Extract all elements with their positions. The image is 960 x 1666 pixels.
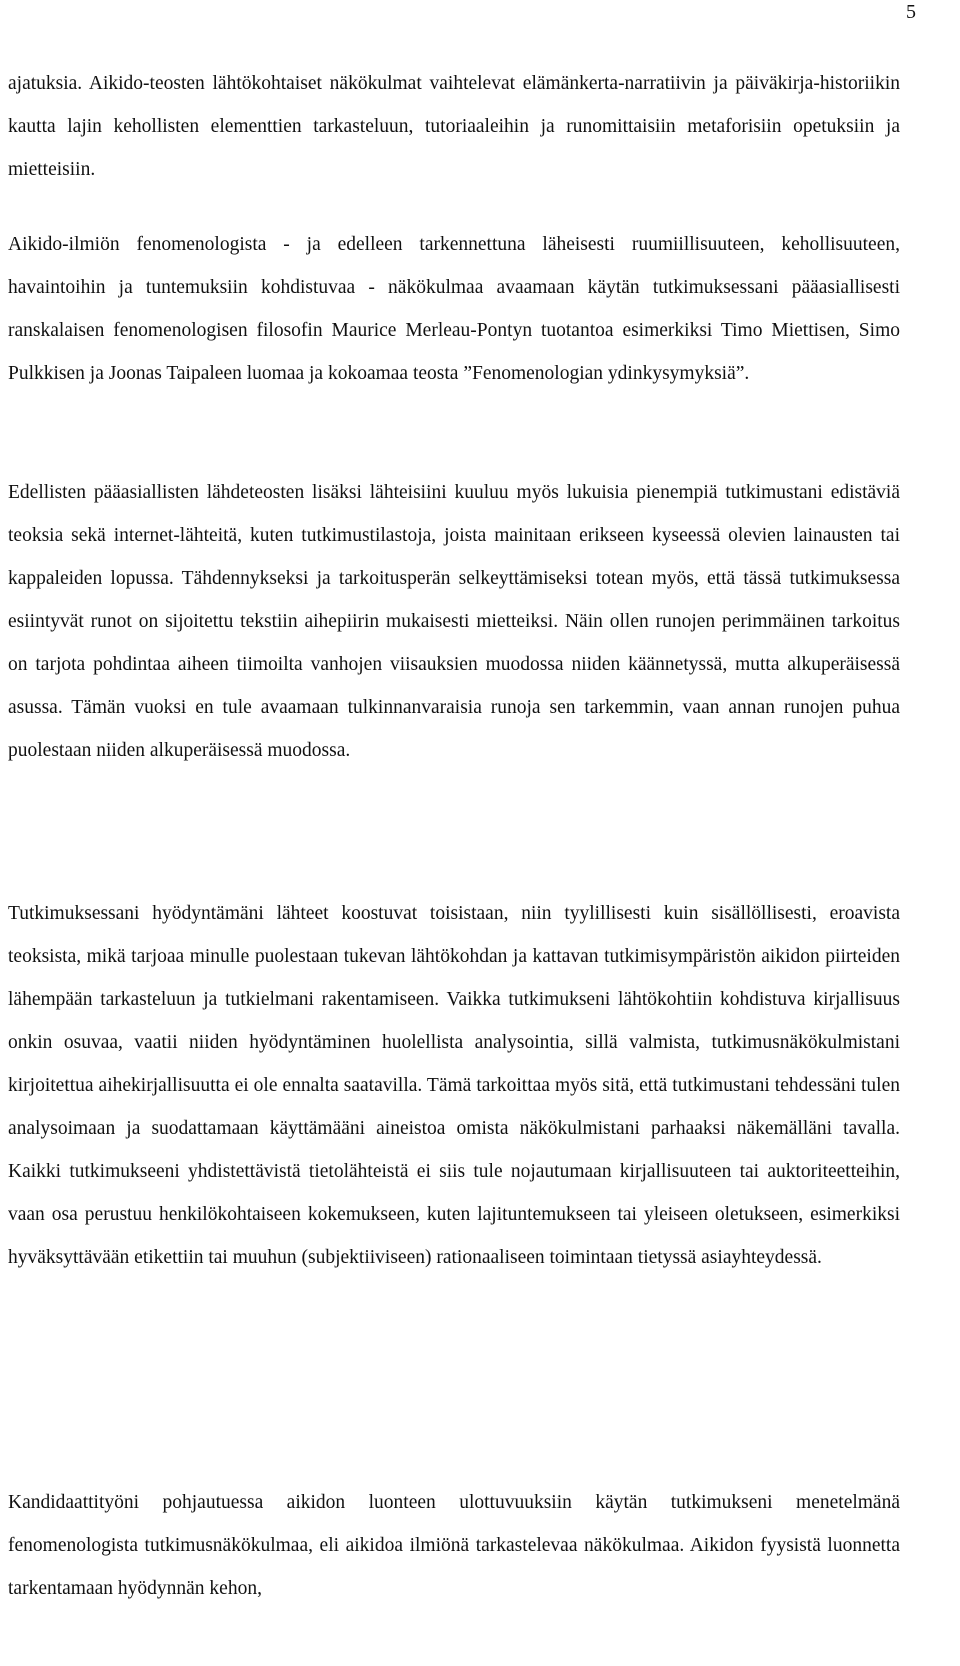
paragraph-5: Kandidaattityöni pohjautuessa aikidon luonteen ulottuvuuksiin käytän tutkimukseni menetelmänä fenomenologista tutkimusnäkökulmaa, eli aikidoa ilmiönä tarkastelevaa näkökulmaa. Aikidon fyysistä luonnetta tarkentamaan hyödynnän kehon, — [8, 1492, 900, 1599]
page-number: 5 — [906, 1, 916, 23]
paragraph-4: Tutkimuksessani hyödyntämäni lähteet koostuvat toisistaan, niin tyylillisesti kuin sisällöllisesti, eroavista teoksista, mikä tarjoaa minulle puolestaan tukevan lähtökohdan ja kattavan tutkimisympäristön aikidon piirteiden lähempään tarkasteluun ja tutkielmani rakentamiseen. Vaikka tutkimukseni lähtökohtiin kohdistuva kirjallisuus onkin osuvaa, vaatii niiden hyödyntäminen huolellista analysointia, sillä valmista, tutkimusnäkökulmistani kirjoitettua aihekirjallisuutta ei ole ennalta saatavilla. Tämä tarkoittaa myös sitä, että tutkimustani tehdessäni tulen analysoimaan ja suodattamaan käyttämääni aineistoa omista näkökulmistani parhaaksi näkemälläni tavalla. Kaikki tutkimukseeni yhdistettävistä tietolähteistä ei siis tule nojautumaan kirjallisuuteen tai auktoriteetteihin, vaan osa perustuu henkilökohtaiseen kokemukseen, kuten lajituntemukseen tai yleiseen oletukseen, esimerkiksi hyväksyttävään etikettiin tai muuhun (subjektiiviseen) rationaaliseen toimintaan tietyssä asiayhteydessä. — [8, 903, 900, 1268]
paragraph-3: Edellisten pääasiallisten lähdeteosten lisäksi lähteisiini kuuluu myös lukuisia pienempiä tutkimustani edistäviä teoksia sekä internet-lähteitä, kuten tutkimustilastoja, joista mainitaan erikseen kyseessä olevien lainausten tai kappaleiden lopussa. Tähdennykseksi ja tarkoitusperän selkeyttämiseksi totean myös, että tässä tutkimuksessa esiintyvät runot on sijoitettu tekstiin aihepiirin mukaisesti mietteiksi. Näin ollen runojen perimmäinen tarkoitus on tarjota pohdintaa aiheen tiimoilta vanhojen viisauksien muodossa niiden käännetyssä, mutta alkuperäisessä asussa. Tämän vuoksi en tule avaamaan tulkinnanvaraisia runoja sen tarkemmin, vaan annan runojen puhua puolestaan niiden alkuperäisessä muodossa. — [8, 482, 900, 761]
paragraph-2: Aikido-ilmiön fenomenologista - ja edelleen tarkennettuna läheisesti ruumiillisuuteen, kehollisuuteen, havaintoihin ja tuntemuksiin kohdistuvaa - näkökulmaa avaamaan käytän tutkimuksessani pääasiallisesti ranskalaisen fenomenologisen filosofin Maurice Merleau-Pontyn tuotantoa esimerkiksi Timo Miettisen, Simo Pulkkisen ja Joonas Taipaleen luomaa ja kokoamaa teosta ”Fenomenologian ydinkysymyksiä”. — [8, 234, 900, 384]
paragraph-1: ajatuksia. Aikido-teosten lähtökohtaiset näkökulmat vaihtelevat elämänkerta-narratiivin ja päiväkirja-historiikin kautta lajin kehollisten elementtien tarkasteluun, tutoriaaleihin ja runomittaisiin metaforisiin opetuksiin ja mietteisiin. — [8, 73, 900, 180]
